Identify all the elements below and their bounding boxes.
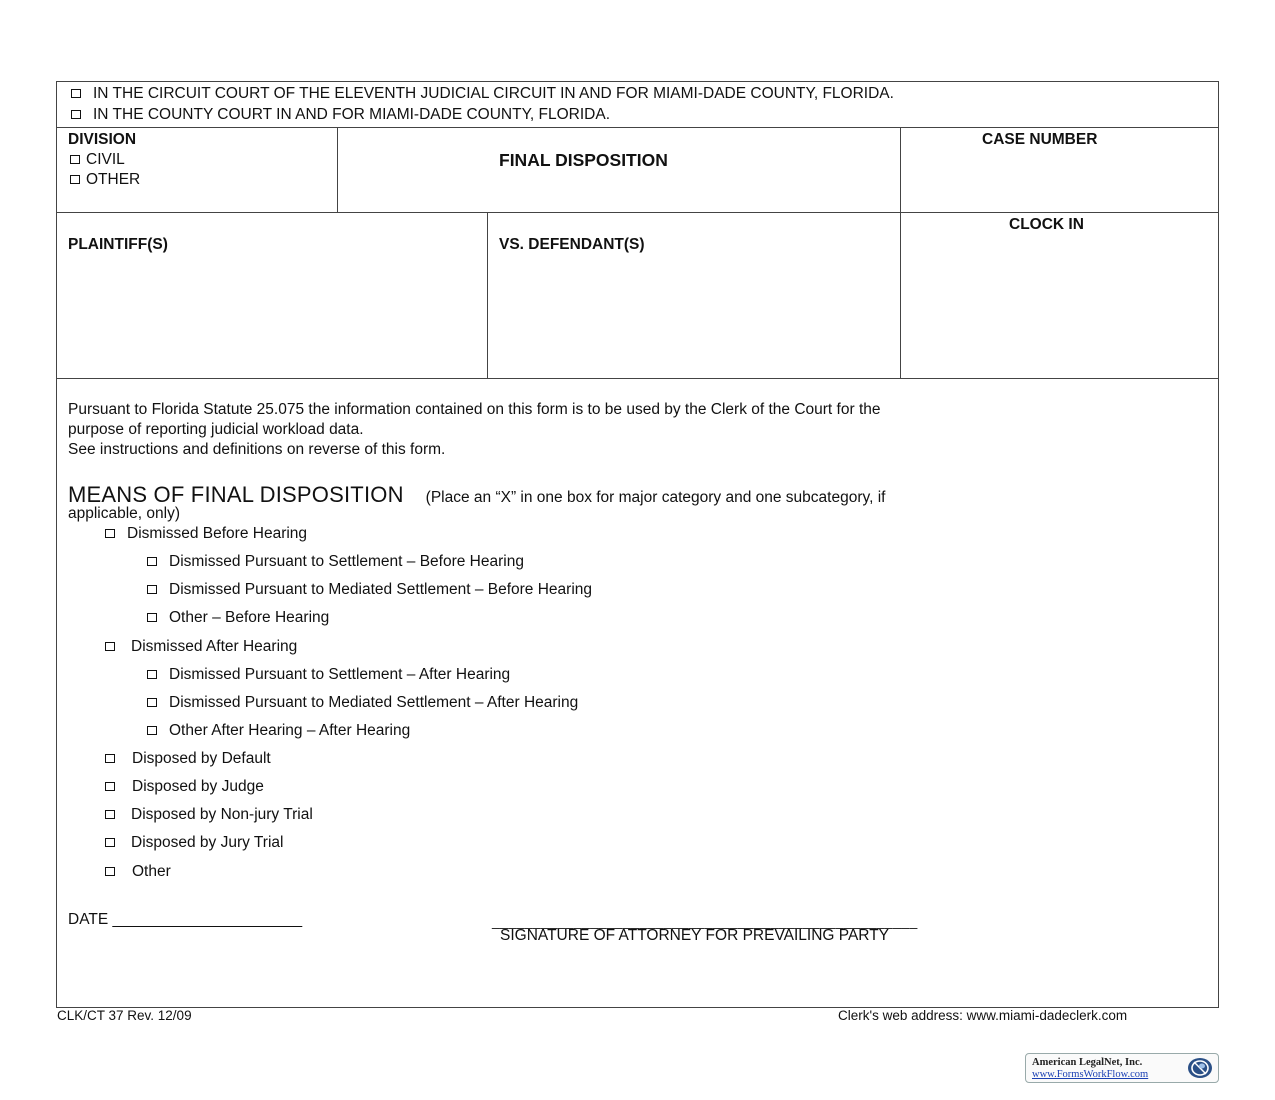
means-instruction-cont: applicable, only) — [68, 505, 181, 522]
intro-line: Pursuant to Florida Statute 25.075 the information contained on this form is to be used by the Clerk of the Court for the — [68, 401, 881, 418]
option-other — [105, 862, 171, 882]
division-option-civil — [70, 150, 125, 170]
checkbox[interactable] — [70, 155, 80, 164]
option-non-jury-trial — [105, 805, 313, 825]
means-heading — [68, 482, 885, 511]
court-option-label: IN THE CIRCUIT COURT OF THE ELEVENTH JUDICIAL CIRCUIT IN AND FOR MIAMI-DADE COUNTY, FLORIDA. — [93, 85, 894, 102]
option-disposed-by-default — [105, 749, 271, 769]
option-disposed-by-judge — [105, 777, 264, 797]
option-dismissed-before-hearing — [105, 524, 307, 544]
checkbox[interactable] — [147, 726, 157, 735]
option-label: Dismissed After Hearing — [131, 638, 298, 655]
option-label: Disposed by Default — [132, 750, 271, 767]
checkbox[interactable] — [105, 529, 115, 538]
court-option-circuit — [71, 84, 894, 104]
checkbox[interactable] — [147, 670, 157, 679]
option-label: Disposed by Jury Trial — [131, 834, 284, 851]
intro-paragraph — [68, 400, 1188, 460]
division-option-label: OTHER — [86, 171, 141, 188]
option-dismissed-after-hearing — [105, 637, 297, 657]
option-label: Dismissed Pursuant to Settlement – Before Hearing — [169, 553, 524, 570]
checkbox[interactable] — [147, 613, 157, 622]
date-blank: ______________________ — [112, 911, 303, 928]
page-title: FINAL DISPOSITION — [499, 150, 668, 170]
option-mediated-before-hearing — [147, 580, 592, 600]
intro-line: See instructions and definitions on reverse of this form. — [68, 441, 446, 458]
division-label: DIVISION — [68, 131, 137, 148]
means-title: MEANS OF FINAL DISPOSITION — [68, 482, 404, 507]
clerk-web-address: Clerk's web address: www.miami-dadeclerk.com — [838, 1008, 1128, 1023]
checkbox[interactable] — [71, 110, 81, 119]
option-label: Dismissed Pursuant to Settlement – After Hearing — [169, 666, 511, 683]
publisher-name: American LegalNet, Inc. — [1032, 1057, 1143, 1068]
divider-line — [56, 212, 1219, 213]
option-jury-trial — [105, 833, 283, 853]
option-settlement-after-hearing — [147, 665, 510, 685]
option-label: Other – Before Hearing — [169, 609, 330, 626]
option-label: Dismissed Pursuant to Mediated Settlement – After Hearing — [169, 694, 579, 711]
option-other-before-hearing — [147, 608, 329, 628]
date-field[interactable] — [68, 910, 302, 930]
court-option-label: IN THE COUNTY COURT IN AND FOR MIAMI-DADE COUNTY, FLORIDA. — [93, 106, 611, 123]
checkbox[interactable] — [71, 89, 81, 98]
option-label: Dismissed Before Hearing — [127, 525, 308, 542]
intro-line: purpose of reporting judicial workload data. — [68, 421, 364, 438]
means-instruction: (Place an “X” in one box for major category and one subcategory, if — [425, 489, 886, 506]
divider-line — [900, 127, 901, 378]
plaintiffs-label: PLAINTIFF(S) — [68, 236, 168, 253]
checkbox[interactable] — [105, 810, 115, 819]
checkbox[interactable] — [147, 585, 157, 594]
option-other-after-hearing — [147, 721, 410, 741]
option-settlement-before-hearing — [147, 552, 524, 572]
checkbox[interactable] — [105, 642, 115, 651]
checkbox[interactable] — [105, 838, 115, 847]
division-option-other — [70, 170, 140, 190]
divider-line — [487, 212, 488, 378]
case-number-label: CASE NUMBER — [982, 131, 1098, 148]
date-label: DATE — [68, 911, 109, 928]
signature-line[interactable]: ____________________________________________________ — [492, 913, 918, 929]
checkbox[interactable] — [147, 698, 157, 707]
division-option-label: CIVIL — [86, 151, 125, 168]
clock-in-label: CLOCK IN — [1009, 216, 1084, 233]
option-label: Disposed by Non-jury Trial — [131, 806, 313, 823]
option-label: Other After Hearing – After Hearing — [169, 722, 411, 739]
checkbox[interactable] — [70, 175, 80, 184]
checkbox[interactable] — [147, 557, 157, 566]
form-code: CLK/CT 37 Rev. 12/09 — [57, 1008, 192, 1023]
option-label: Other — [132, 863, 171, 880]
checkbox[interactable] — [105, 754, 115, 763]
signature-label: SIGNATURE OF ATTORNEY FOR PREVAILING PARTY — [500, 927, 890, 944]
divider-line — [337, 127, 338, 212]
option-label: Dismissed Pursuant to Mediated Settlement – Before Hearing — [169, 581, 593, 598]
court-option-county — [71, 105, 610, 125]
option-label: Disposed by Judge — [132, 778, 264, 795]
publisher-url[interactable]: www.FormsWorkFlow.com — [1032, 1069, 1149, 1080]
publisher-logo[interactable] — [1025, 1053, 1219, 1083]
divider-line — [56, 127, 1219, 128]
option-mediated-after-hearing — [147, 693, 578, 713]
globe-icon — [1186, 1056, 1214, 1080]
defendants-label: VS. DEFENDANT(S) — [499, 236, 645, 253]
checkbox[interactable] — [105, 867, 115, 876]
divider-line — [56, 378, 1219, 379]
checkbox[interactable] — [105, 782, 115, 791]
